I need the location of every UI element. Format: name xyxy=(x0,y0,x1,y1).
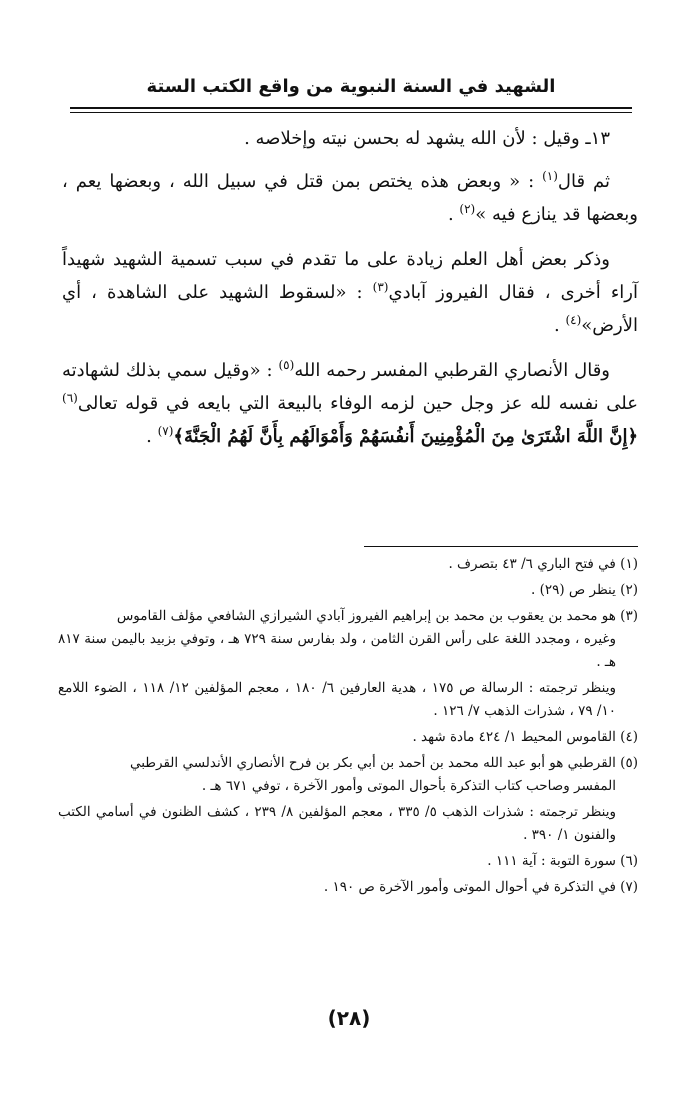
footnote-rule xyxy=(364,546,638,547)
text: . xyxy=(447,204,460,225)
footnote-1: (١) في فتح الباري ٦/ ٤٣ بتصرف . xyxy=(448,556,638,572)
footnote-4: (٤) القاموس المحيط ١/ ٤٢٤ مادة شهد . xyxy=(412,729,638,745)
page-number: (٢٨) xyxy=(327,1006,371,1030)
paragraph-firuzabadi xyxy=(62,243,638,342)
text: : «وقيل سمي بذلك لشهادته على نفسه لله عز وجل حين لزمه الوفاء بالبيعة التي بايعه في قوله تعالى xyxy=(62,360,638,414)
footnote-5 xyxy=(58,752,638,798)
text: . xyxy=(146,426,158,447)
main-text xyxy=(62,122,638,465)
text: : «لسقوط الشهيد على الشاهدة ، أي الأرض» xyxy=(62,282,638,336)
footnote-ref: (١) xyxy=(542,169,558,183)
footnote-7: (٧) في التذكرة في أحوال الموتى وأمور الآخرة ص ١٩٠ . xyxy=(323,879,638,895)
footnote-3-sources: وينظر ترجمته : الرسالة ص ١٧٥ ، هدية العارفين ٦/ ١٨٠ ، معجم المؤلفين ١٢/ ١١٨ ، الضوء اللامع ١٠/ ٧٩ ، شذرات الذهب ٧/ ١٢٦ . xyxy=(58,680,616,719)
footnote-3-line: (٣) هو محمد بن يعقوب بن محمد بن إبراهيم الفيروز آبادي الشيرازي الشافعي مؤلف القاموس xyxy=(116,608,638,624)
running-header: الشهيد في السنة النبوية من واقع الكتب الستة xyxy=(146,76,556,97)
footnote-6: (٦) سورة التوبة : آية ١١١ . xyxy=(487,853,638,869)
footnote-3 xyxy=(58,605,638,674)
footnote-ref: (٢) xyxy=(459,202,476,216)
text: ثم قال xyxy=(557,171,610,192)
footnote-ref: (٤) xyxy=(565,313,582,327)
footnote-ref: (٦) xyxy=(62,391,78,405)
footnote-ref: (٥) xyxy=(278,358,295,372)
footnote-3-continuation: وغيره ، ومجدد اللغة على رأس القرن الثامن ، ولد بفارس سنة ٧٢٩ هـ ، وتوفي بزبيد باليمن سنة ٨١٧ هـ . xyxy=(58,631,617,670)
text: . xyxy=(553,315,566,336)
text: وقال الأنصاري القرطبي المفسر رحمه الله xyxy=(294,360,610,381)
footnote-5-continuation: المفسر وصاحب كتاب التذكرة بأحوال الموتى وأمور الآخرة ، توفي ٦٧١ هـ . xyxy=(201,778,616,794)
footnote-5-line: (٥) القرطبي هو أبو عبد الله محمد بن أحمد بن أبي بكر بن فرح الأنصاري الأندلسي القرطبي xyxy=(129,755,638,771)
paragraph-13: ١٣ـ وقيل : لأن الله يشهد له بحسن نيته وإخلاصه . xyxy=(244,128,610,149)
footnote-5-sources: وينظر ترجمته : شذرات الذهب ٥/ ٣٣٥ ، معجم المؤلفين ٨/ ٢٣٩ ، كشف الظنون في أسامي الكتب والفنون ١/ ٣٩٠ . xyxy=(58,804,617,843)
footnote-ref: (٣) xyxy=(372,280,389,294)
header-rule xyxy=(70,107,632,113)
footnote-ref: (٧) xyxy=(157,424,174,438)
paragraph-then-said xyxy=(62,165,638,231)
text: وذكر بعض أهل العلم زيادة على ما تقدم في سبب تسمية الشهيد شهيداً آراء أخرى ، فقال الفيروز آبادي xyxy=(62,249,638,303)
quran-verse: ﴿إِنَّ اللَّهَ اشْتَرَىٰ مِنَ الْمُؤْمِنِينَ أَنفُسَهُمْ وَأَمْوَالَهُم بِأَنَّ لَهُمُ الْجَنَّةَ﴾ xyxy=(173,426,638,447)
footnotes xyxy=(58,553,638,902)
paragraph-qurtubi xyxy=(62,354,638,453)
text: : « وبعض هذه يختص بمن قتل في سبيل الله ، وبعضها يعم ، وبعضها قد ينازع فيه » xyxy=(62,171,638,225)
footnote-2: (٢) ينظر ص (٢٩) . xyxy=(530,582,638,598)
